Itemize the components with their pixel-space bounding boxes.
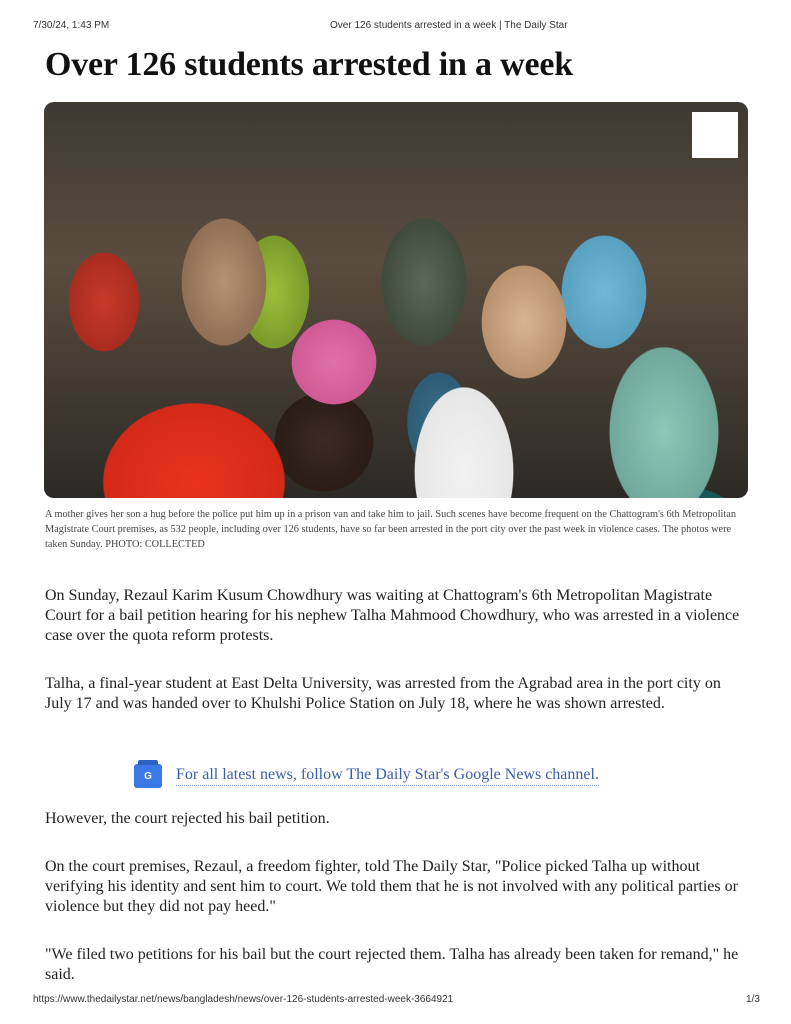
- paragraph-4: On the court premises, Rezaul, a freedom fighter, told The Daily Star, "Police picked Talha up without verifying his identity and sent him to court. We told them that he is not involved with any political parties or violence but they did not pay heed.": [45, 858, 738, 915]
- print-datetime: 7/30/24, 1:43 PM: [33, 20, 110, 31]
- paragraph-1: On Sunday, Rezaul Karim Kusum Chowdhury was waiting at Chattogram's 6th Metropolitan Magistrate Court for a bail petition hearing for his nephew Talha Mahmood Chowdhury, who was arrested in a violence case over the quota reform protests.: [45, 587, 740, 644]
- photo-caption: A mother gives her son a hug before the police put him up in a prison van and take him to jail. Such scenes have become frequent on the Chattogram's 6th Metropolitan Magistrate Court premises, as 532 people, including over 126 students, have so far been arrested in the port city over the past week in violence cases. The photos were taken Sunday. PHOTO: COLLECTED: [45, 509, 737, 550]
- google-news-icon: G: [134, 764, 162, 788]
- google-news-promo: [134, 764, 599, 788]
- google-news-link[interactable]: For all latest news, follow The Daily Star's Google News channel.: [176, 766, 599, 786]
- paragraph-5: "We filed two petitions for his bail but the court rejected them. Talha has already been taken for remand," he said.: [45, 946, 739, 983]
- print-page-title: Over 126 students arrested in a week | The Daily Star: [330, 20, 568, 31]
- print-url: https://www.thedailystar.net/news/bangladesh/news/over-126-students-arrested-week-3664921: [33, 994, 454, 1005]
- paragraph-2: Talha, a final-year student at East Delta University, was arrested from the Agrabad area in the port city on July 17 and was handed over to Khulshi Police Station on July 18, where he was shown arrested.: [45, 675, 721, 712]
- photo-overlay-square: [692, 112, 738, 158]
- article-photo: [44, 102, 748, 498]
- paragraph-3: However, the court rejected his bail petition.: [45, 810, 330, 827]
- article-title: Over 126 students arrested in a week: [45, 46, 573, 83]
- print-page-number: 1/3: [746, 994, 760, 1005]
